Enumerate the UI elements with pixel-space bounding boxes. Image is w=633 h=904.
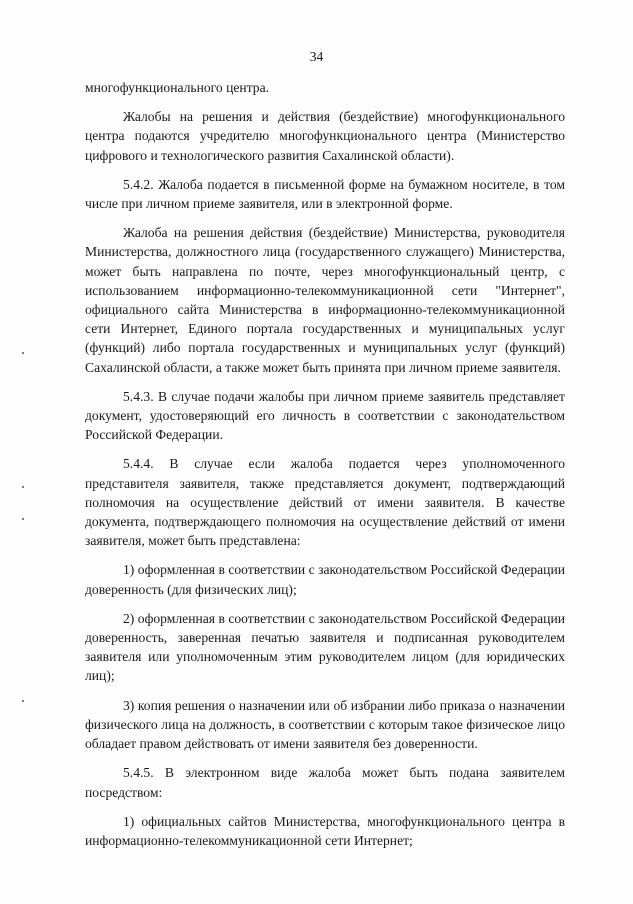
paragraph-mfc-complaints: Жалобы на решения и действия (бездействие) многофункционального центра подаются учредителю многофункционального центра (Министерство цифрового и технологического развития Сахалинской области). bbox=[85, 109, 565, 163]
paragraph-5-4-2: 5.4.2. Жалоба подается в письменной форме на бумажном носителе, в том числе при личном приеме заявителя, или в электронной форме. bbox=[85, 176, 565, 212]
page-number: 34 bbox=[309, 49, 324, 64]
paragraph-item-1: 1) оформленная в соответствии с законодательством Российской Федерации доверенность (для физических лиц); bbox=[85, 562, 565, 597]
scan-speck bbox=[22, 486, 24, 488]
scan-speck bbox=[22, 518, 24, 520]
paragraph-5-4-3: 5.4.3. В случае подачи жалобы при личном приеме заявитель представляет документ, удостоверяющий его личность в соответствии с законодательством Российской Федерации. bbox=[85, 388, 565, 443]
scan-speck bbox=[22, 700, 24, 702]
paragraph-5-4-5-item-1: 1) официальных сайтов Министерства, многофункционального центра в информационно-телекоммуникационной сети Интернет; bbox=[85, 813, 565, 848]
document-body bbox=[85, 78, 565, 860]
paragraph-5-4-4: 5.4.4. В случае если жалоба подается через уполномоченного представителя заявителя, также представляется документ, подтверждающий полномочия на осуществление действий от имени заявителя. В качестве документа, подтверждающего полномочия на осуществление действий от имени заявителя, может быть представлена: bbox=[85, 456, 565, 549]
scan-speck bbox=[22, 352, 24, 354]
paragraph-item-2: 2) оформленная в соответствии с законодательством Российской Федерации доверенность, заверенная печатью заявителя и подписанная руководителем заявителя или уполномоченным этим руководителем лицом (для юридических лиц); bbox=[85, 610, 565, 684]
paragraph-ministry-complaints: Жалоба на решения действия (бездействие) Министерства, руководителя Министерства, должностного лица (государственного служащего) Министерства, может быть направлена по почте, через многофункциональный центр, с использованием информационно-телекоммуникационной сети "Интернет", официального сайта Министерства в информационно-телекоммуникационной сети Интернет, Единого портала государственных и муниципальных услуг (функций) либо портала государственных и муниципальных услуг (функций) Сахалинской области, а также может быть принята при личном приеме заявителя. bbox=[85, 225, 565, 375]
paragraph-item-3: 3) копия решения о назначении или об избрании либо приказа о назначении физического лица на должность, в соответствии с которым такое физическое лицо обладает правом действовать от имени заявителя без доверенности. bbox=[85, 697, 565, 752]
paragraph-5-4-5: 5.4.5. В электронном виде жалоба может быть подана заявителем посредством: bbox=[85, 765, 565, 800]
paragraph-continuation: многофункционального центра. bbox=[85, 80, 270, 95]
